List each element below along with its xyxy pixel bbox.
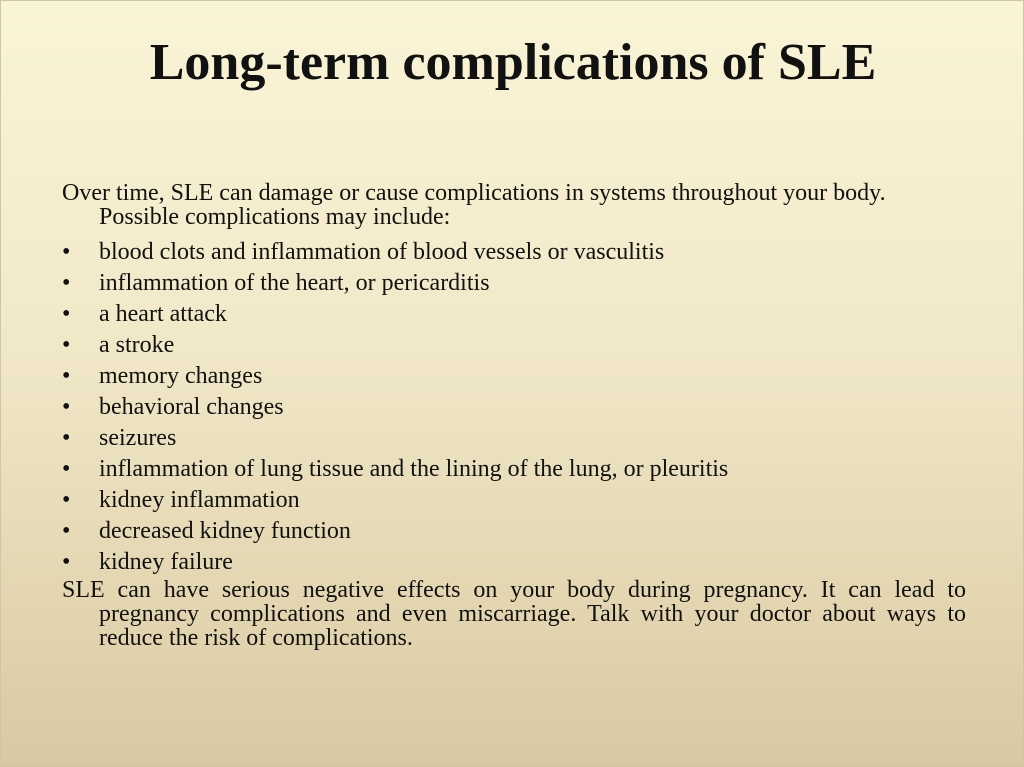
list-item bbox=[62, 299, 966, 330]
list-item-text: decreased kidney function bbox=[99, 518, 351, 544]
intro-paragraph: Over time, SLE can damage or cause complications in systems throughout your body. Possible complications may include: bbox=[62, 180, 886, 230]
list-item-text: inflammation of the heart, or pericarditis bbox=[99, 270, 490, 296]
list-item bbox=[62, 237, 966, 268]
bullet-icon: • bbox=[62, 239, 71, 265]
closing-paragraph: SLE can have serious negative effects on your body during pregnancy. It can lead to pregnancy complications and even miscarriage. Talk with your doctor about ways to reduce the risk of complications. bbox=[62, 577, 966, 651]
list-item bbox=[62, 547, 966, 578]
list-item-text: seizures bbox=[99, 425, 177, 451]
slide-title: Long-term complications of SLE bbox=[149, 34, 877, 91]
list-item bbox=[62, 268, 966, 299]
list-item-text: behavioral changes bbox=[99, 394, 284, 420]
complications-list bbox=[62, 237, 966, 578]
bullet-icon: • bbox=[62, 425, 71, 451]
list-item bbox=[62, 392, 966, 423]
list-item bbox=[62, 516, 966, 547]
slide-body bbox=[62, 181, 966, 650]
list-item bbox=[62, 454, 966, 485]
bullet-icon: • bbox=[62, 363, 71, 389]
bullet-icon: • bbox=[62, 487, 71, 513]
list-item-text: kidney inflammation bbox=[99, 487, 300, 513]
list-item-text: blood clots and inflammation of blood vessels or vasculitis bbox=[99, 239, 665, 265]
list-item bbox=[62, 361, 966, 392]
list-item-text: a stroke bbox=[99, 332, 175, 358]
list-item-text: a heart attack bbox=[99, 301, 227, 327]
bullet-icon: • bbox=[62, 518, 71, 544]
list-item bbox=[62, 423, 966, 454]
list-item bbox=[62, 485, 966, 516]
bullet-icon: • bbox=[62, 394, 71, 420]
bullet-icon: • bbox=[62, 456, 71, 482]
list-item-text: inflammation of lung tissue and the lining of the lung, or pleuritis bbox=[99, 456, 729, 482]
bullet-icon: • bbox=[62, 301, 71, 327]
list-item-text: kidney failure bbox=[99, 549, 233, 575]
list-item-text: memory changes bbox=[99, 363, 263, 389]
list-item bbox=[62, 330, 966, 361]
bullet-icon: • bbox=[62, 270, 71, 296]
bullet-icon: • bbox=[62, 332, 71, 358]
bullet-icon: • bbox=[62, 549, 71, 575]
